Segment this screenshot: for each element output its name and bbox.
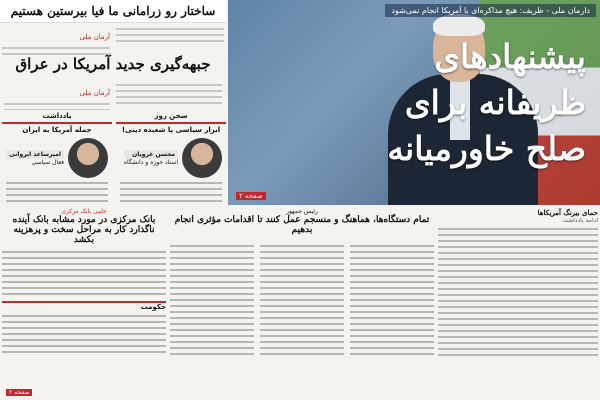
kicker-top: آرمان ملی xyxy=(79,33,110,41)
mid-headline[interactable]: تمام دستگاه‌ها، هماهنگ و منسجم عمل کنند تا اقدامات مؤثری انجام بدهیم xyxy=(174,215,430,235)
author-name-mid: محسن غرویان xyxy=(124,150,178,159)
bottom-mid-story xyxy=(170,208,434,398)
hero-headline[interactable]: پیشنهادهای ظریفانه برای صلح خاورمیانه xyxy=(387,37,586,168)
bottom-left-page-ref: صفحه ۲ xyxy=(6,389,32,396)
kicker-iraq: آرمان ملی xyxy=(79,89,110,97)
bottom-right-column xyxy=(438,208,598,398)
left-kicker: حامی بانک مرکزی xyxy=(61,208,107,215)
author-role-left: فعال سیاسی xyxy=(31,159,64,166)
iraq-headline[interactable]: جبهه‌گیری جدید آمریکا در عراق xyxy=(15,55,211,73)
author-avatar-mid xyxy=(182,138,222,178)
column-yaddasht xyxy=(2,110,112,205)
section-sokhan: سخن روز xyxy=(116,110,226,124)
left-section: حکومت xyxy=(140,303,166,311)
section-yaddasht: یادداشت xyxy=(2,110,112,124)
left-headline[interactable]: بانک مرکزی در مورد مشابه بانک آینده ناگذارد کار به مراحل سخت و پرهزینه بکشد xyxy=(12,215,156,245)
author-role-mid: استاد حوزه و دانشگاه xyxy=(123,159,178,166)
hero-page-ref: صفحه ۲ xyxy=(236,192,266,200)
top-left-body xyxy=(0,24,226,59)
right-col-title[interactable]: حمای بیرنگ آمریکاها xyxy=(537,208,598,217)
yaddasht-headline[interactable]: حمله آمریکا به ایران xyxy=(22,126,92,134)
author-avatar-left xyxy=(68,138,108,178)
hero-top-caption: دارمان ملی - ظریف: هیچ مذاکره‌ای با آمریکا انجام نمی‌شود xyxy=(385,4,596,17)
top-left-headline[interactable]: ساختار رو زرامانی ما فیا بیرستین هستیم xyxy=(0,0,226,23)
mid-kicker: رئیس جمهور xyxy=(286,208,318,215)
sokhan-headline[interactable]: ابزار سیاسی یا شعبده دینی! xyxy=(121,126,221,134)
bottom-left-story xyxy=(2,208,166,398)
right-col-sub: ادامه یادداشت xyxy=(562,217,598,224)
author-name-left: امیرساعد ایروانی xyxy=(6,150,64,159)
column-sokhan xyxy=(116,110,226,205)
